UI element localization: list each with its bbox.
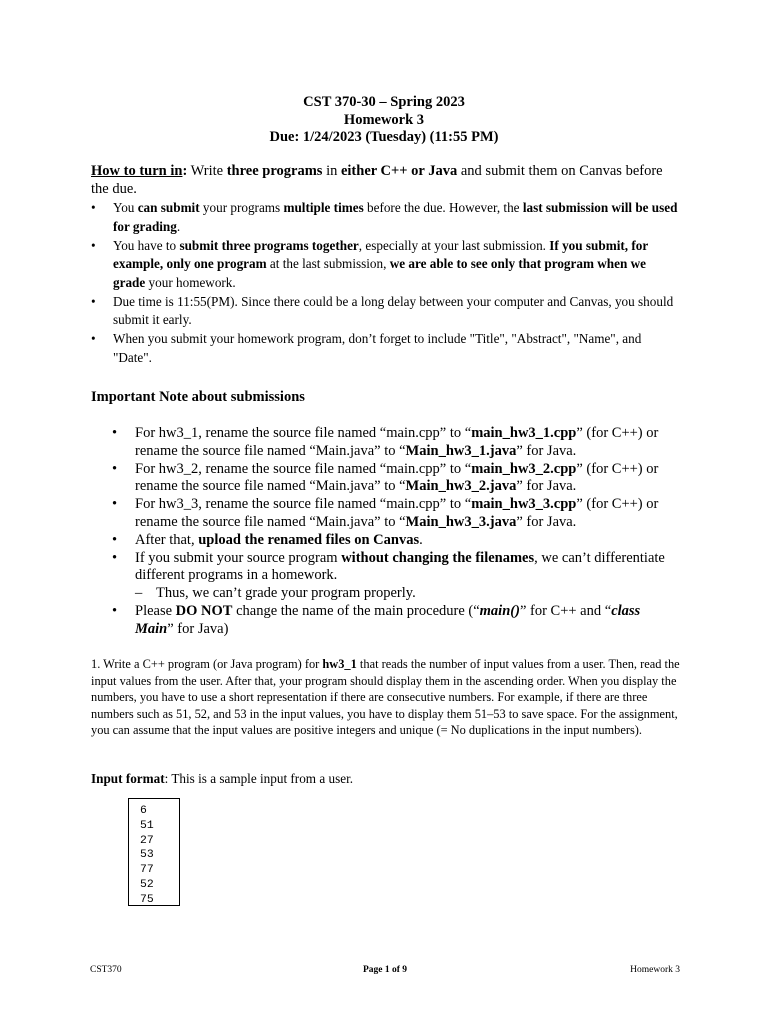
sample-input-line: 52 — [140, 878, 154, 891]
list-item: • For hw3_1, rename the source file named “main.cpp” to “main_hw3_1.cpp” (for C++) or rename the source file named “Main.java” to “Main_hw3_1.java” for Java. — [112, 425, 659, 459]
sample-input-line: 53 — [140, 849, 154, 862]
footer-assignment: Homework 3 — [630, 965, 680, 975]
footer-course: CST370 — [90, 965, 122, 975]
document-header — [0, 94, 768, 147]
list-item: • If you submit your source program without changing the filenames, we can’t differentiate different programs in a homework. — [112, 549, 665, 584]
bullet-glyph: • — [112, 496, 118, 513]
sample-input-line: 77 — [140, 864, 154, 877]
sample-input-line: 75 — [140, 893, 154, 906]
list-item: • After that, upload the renamed files on Canvas. — [112, 531, 423, 548]
input-format-label: Input format — [91, 771, 165, 786]
bullet-glyph: • — [91, 237, 96, 253]
bullet-glyph: • — [91, 200, 96, 215]
bullet-glyph: • — [112, 460, 118, 477]
dash-glyph: – — [135, 585, 143, 602]
bullet-glyph: • — [112, 602, 118, 619]
sample-input-line: 27 — [140, 834, 154, 847]
section-heading: Important Note about submissions — [91, 389, 305, 405]
list-item: • For hw3_3, rename the source file named “main.cpp” to “main_hw3_3.cpp” (for C++) or rename the source file named “Main.java” to “Main_hw3_3.java” for Java. — [112, 496, 659, 530]
submission-rules-list — [91, 199, 681, 368]
list-item: • Please DO NOT change the name of the main procedure (“main()” for C++ and “class Main” for Java) — [112, 602, 641, 637]
sample-input-line: 6 — [140, 805, 147, 817]
sample-input-box — [128, 798, 180, 906]
sample-input-line: 51 — [140, 819, 154, 832]
input-format-line: Input format: This is a sample input from a user. — [91, 771, 354, 786]
assignment-title: Homework 3 — [343, 111, 425, 128]
due-date: Due: 1/24/2023 (Tuesday) (11:55 PM) — [269, 129, 499, 145]
list-item: • For hw3_2, rename the source file named “main.cpp” to “main_hw3_2.cpp” (for C++) or rename the source file named “Main.java” to “Main_hw3_2.java” for Java. — [112, 460, 659, 495]
bullet-glyph: • — [112, 531, 118, 548]
question-1-paragraph: 1. Write a C++ program (or Java program) for hw3_1 that reads the number of input values from a user. Then, read the input values from the user. After that, your program should display them in the ascending order. When you display the numbers, you have to use a short representation if there are consecutive numbers. For example, if there are three numbers such as 51, 52, and 53 in the input values, you have to display them 51–53 to save space. For the assignment, you can assume that the input values are positive integers and unique (= No duplications in the input numbers). — [91, 657, 680, 738]
bullet-glyph: • — [91, 293, 96, 309]
bullet-glyph: • — [91, 331, 96, 347]
footer-page-number: Page 1 of 9 — [362, 965, 408, 975]
sub-list-item: – Thus, we can’t grade your program properly. — [135, 585, 416, 602]
list-item: • When you submit your homework program, don’t forget to include "Title", "Abstract", "Name", and "Date". — [91, 331, 642, 365]
turn-in-paragraph: How to turn in: Write three programs in either C++ or Java and submit them on Canvas before the due. — [91, 163, 663, 197]
turn-in-heading: How to turn in: — [91, 163, 188, 179]
list-item: • Due time is 11:55(PM). Since there could be a long delay between your computer and Canvas, you should submit it early. — [91, 293, 674, 328]
list-item: • You can submit your programs multiple times before the due. However, the last submission will be used for grading. — [91, 200, 678, 234]
course-title: CST 370-30 – Spring 2023 — [303, 94, 465, 110]
bullet-glyph: • — [112, 425, 118, 441]
bullet-glyph: • — [112, 549, 118, 566]
submission-notes-list — [112, 425, 672, 639]
list-item: • You have to submit three programs together, especially at your last submission. If you submit, for example, only one program at the last submission, we are able to see only that program when we grade your homework. — [91, 237, 648, 290]
